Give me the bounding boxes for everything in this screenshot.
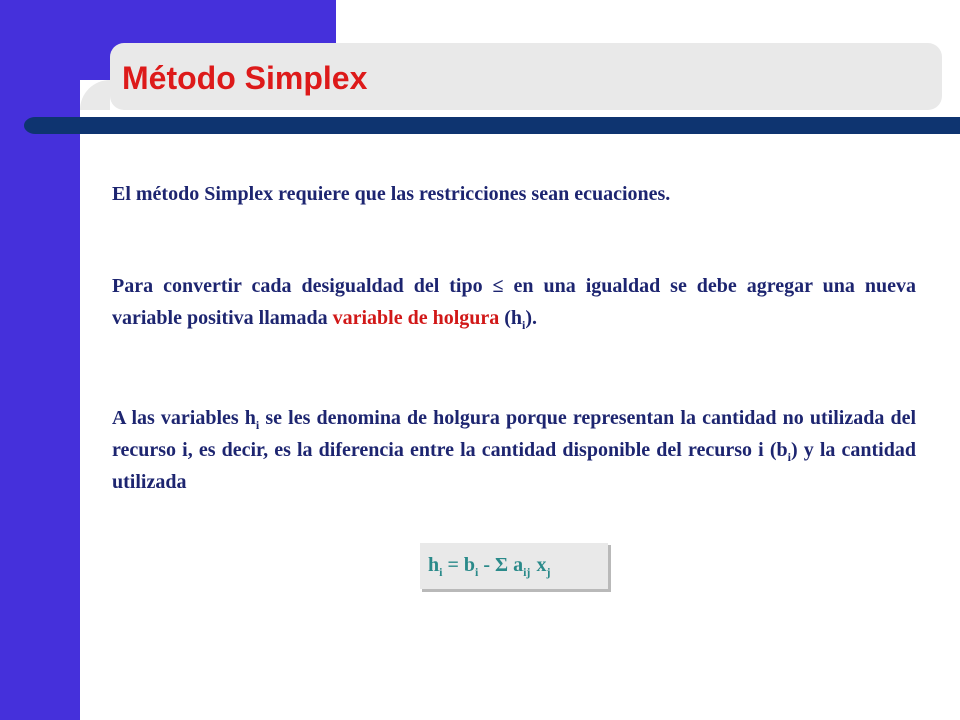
formula-h: h [428,554,440,576]
p3-text-3: ) y la cantidad utilizada [112,439,916,493]
title-bar-corner [80,80,110,110]
title-divider [24,117,960,134]
slack-variable-highlight: variable de holgura [332,307,500,329]
paragraph-slack-variable [112,270,916,334]
formula-minus-sigma: - Σ [478,554,514,576]
formula-x-sub: j [546,565,551,579]
sidebar-left-band [0,0,80,720]
formula-h-sub: i [439,565,443,579]
formula-a: a [513,554,524,576]
p3-subscript-2: i [787,450,791,464]
formula-eq: = [442,554,464,576]
formula-b: b [463,554,475,576]
slack-formula [428,551,550,579]
formula-b-sub: i [475,565,479,579]
paragraph-equations: El método Simplex requiere que las restricciones sean ecuaciones. [112,183,671,205]
paragraph-slack-definition [112,402,916,498]
p3-text-1: A las variables h [112,407,256,429]
formula-a-sub: ij [523,565,531,579]
p3-text-2: se les denomina de holgura porque representan la cantidad no utilizada del recurso i, es decir, es la diferencia entre la cantidad disponible del recurso i (b [112,407,916,461]
slide-title: Método Simplex [122,60,368,96]
p2-text-2: (h [499,307,523,329]
p2-text-1: Para convertir cada desigualdad del tipo ≤ en una igualdad se debe agregar una nueva variable positiva llamada [112,275,916,329]
p2-subscript: i [522,318,526,332]
formula-x: x [536,554,547,576]
p3-subscript-1: i [255,418,260,432]
p2-text-3: ). [525,307,538,329]
